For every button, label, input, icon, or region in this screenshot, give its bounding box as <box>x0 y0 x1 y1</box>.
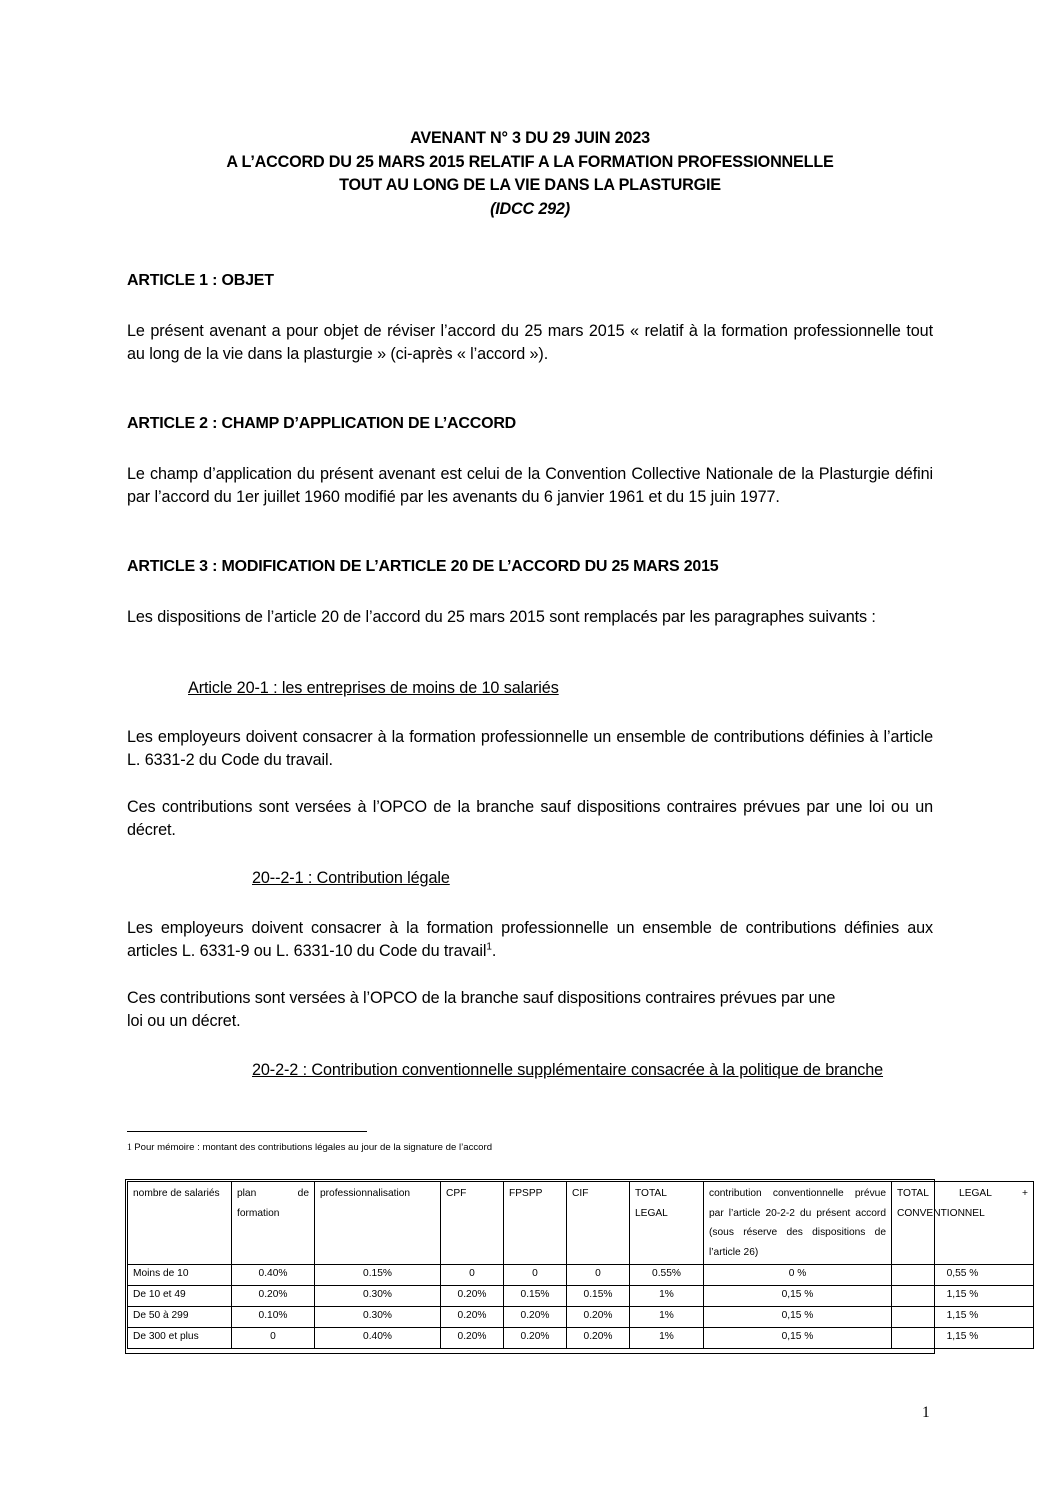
header-cell: CPF <box>441 1182 504 1265</box>
table-cell: 0.30% <box>315 1286 441 1307</box>
header-cell: TOTAL LEGAL + CONVENTIONNEL <box>892 1182 1034 1265</box>
table-cell: 0.15% <box>567 1286 630 1307</box>
header-cell: plan de formation <box>232 1182 315 1265</box>
title-line-3: TOUT AU LONG DE LA VIE DANS LA PLASTURGIE <box>339 176 721 194</box>
table-cell: 1% <box>630 1286 704 1307</box>
subsection-20-2-1-title: 20--2-1 : Contribution légale <box>252 869 450 887</box>
table-row <box>128 1286 1034 1307</box>
footnote-text: Pour mémoire : montant des contributions légales au jour de la signature de l’accord <box>134 1142 493 1153</box>
table-cell: 0.40% <box>232 1265 315 1286</box>
article-3-intro: Les dispositions de l’article 20 de l’accord du 25 mars 2015 sont remplacés par les paragraphes suivants : <box>127 608 876 626</box>
table-cell: 0.55% <box>630 1265 704 1286</box>
table-cell: 0.20% <box>504 1328 567 1349</box>
footnote-reference: 1 <box>486 941 492 953</box>
contributions-table <box>127 1181 1034 1349</box>
table-cell: 1,15 % <box>892 1286 1034 1307</box>
article-2-text: Le champ d’application du présent avenant est celui de la Convention Collective Nationale de la Plasturgie défini par l’accord du 1er juillet 1960 modifié par les avenants du 6 janvier 1961 et du 15 juin 1977. <box>127 465 933 506</box>
table-cell: 0.40% <box>315 1328 441 1349</box>
table-cell: 0,15 % <box>704 1328 892 1349</box>
header-cell: FPSPP <box>504 1182 567 1265</box>
subsection-20-2-1-paragraph-1-text: Les employeurs doivent consacrer à la formation professionnelle un ensemble de contributions définies aux articles L. 6331-9 ou L. 6331-10 du Code du travail <box>127 919 933 960</box>
table-cell: 0 <box>567 1265 630 1286</box>
table-cell: 0 % <box>704 1265 892 1286</box>
subsection-20-1-paragraph-2: Ces contributions sont versées à l’OPCO de la branche sauf dispositions contraires prévues par une loi ou un décret. <box>127 798 933 839</box>
table-cell: De 50 à 299 <box>128 1307 232 1328</box>
table-cell: 0.20% <box>567 1328 630 1349</box>
article-2-heading: ARTICLE 2 : CHAMP D’APPLICATION DE L’ACCORD <box>127 415 517 432</box>
document-title <box>127 127 933 221</box>
table-header-row <box>128 1182 1034 1265</box>
title-line-4: (IDCC 292) <box>490 199 570 218</box>
table-cell: 1,15 % <box>892 1307 1034 1328</box>
table-cell: 0.20% <box>504 1307 567 1328</box>
table-cell: 0.20% <box>232 1286 315 1307</box>
table-cell: 0.10% <box>232 1307 315 1328</box>
subsection-20-1-title: Article 20-1 : les entreprises de moins de 10 salariés <box>188 679 559 697</box>
footnote-separator <box>127 1131 367 1132</box>
table-cell: 1% <box>630 1307 704 1328</box>
subsection-20-2-1-paragraph-2 <box>127 987 933 1033</box>
header-cell: professionnalisation <box>315 1182 441 1265</box>
table-row <box>128 1328 1034 1349</box>
table-cell: De 300 et plus <box>128 1328 232 1349</box>
subsection-20-2-2-title: 20-2-2 : Contribution conventionnelle supplémentaire consacrée à la politique de branche <box>252 1061 884 1079</box>
table-cell: 1,15 % <box>892 1328 1034 1349</box>
table-cell: 0 <box>232 1328 315 1349</box>
table-cell: 0,55 % <box>892 1265 1034 1286</box>
article-3-heading: ARTICLE 3 : MODIFICATION DE L’ARTICLE 20 DE L’ACCORD DU 25 MARS 2015 <box>127 558 719 575</box>
subsection-20-1-paragraph-1: Les employeurs doivent consacrer à la formation professionnelle un ensemble de contributions définies à l’article L. 6331-2 du Code du travail. <box>127 728 933 769</box>
footnote-number: 1 <box>127 1142 132 1153</box>
table-cell: 0.20% <box>567 1307 630 1328</box>
table-cell: Moins de 10 <box>128 1265 232 1286</box>
paragraph-line: Ces contributions sont versées à l’OPCO de la branche sauf dispositions contraires prévues par une <box>127 989 836 1007</box>
article-1-text: Le présent avenant a pour objet de réviser l’accord du 25 mars 2015 « relatif à la formation professionnelle tout au long de la vie dans la plasturgie » (ci-après « l’accord »). <box>127 322 933 363</box>
table-cell: 1% <box>630 1328 704 1349</box>
header-cell: nombre de salariés <box>128 1182 232 1265</box>
subsection-20-2-1-paragraph-1-end: . <box>491 942 497 960</box>
paragraph-line: loi ou un décret. <box>127 1012 241 1030</box>
footnote <box>127 1142 492 1153</box>
table-cell: 0 <box>504 1265 567 1286</box>
table-row <box>128 1307 1034 1328</box>
article-1-heading: ARTICLE 1 : OBJET <box>127 272 274 289</box>
header-cell: CIF <box>567 1182 630 1265</box>
table-cell: 0,15 % <box>704 1286 892 1307</box>
table-cell: 0 <box>441 1265 504 1286</box>
table-row <box>128 1265 1034 1286</box>
table-cell: De 10 et 49 <box>128 1286 232 1307</box>
table-cell: 0.15% <box>504 1286 567 1307</box>
table-cell: 0.20% <box>441 1307 504 1328</box>
table-cell: 0.20% <box>441 1286 504 1307</box>
subsection-20-2-1-paragraph-1 <box>127 917 933 963</box>
page-number: 1 <box>922 1404 930 1421</box>
table-cell: 0,15 % <box>704 1307 892 1328</box>
title-line-2: A L’ACCORD DU 25 MARS 2015 RELATIF A LA FORMATION PROFESSIONNELLE <box>226 152 834 171</box>
header-cell: contribution conventionnelle prévue par l’article 20-2-2 du présent accord (sous réserve des dispositions de l’article 26) <box>704 1182 892 1265</box>
title-line-1: AVENANT N° 3 DU 29 JUIN 2023 <box>410 129 650 147</box>
table-cell: 0.30% <box>315 1307 441 1328</box>
header-cell: TOTAL LEGAL <box>630 1182 704 1265</box>
table-cell: 0.15% <box>315 1265 441 1286</box>
table-cell: 0.20% <box>441 1328 504 1349</box>
